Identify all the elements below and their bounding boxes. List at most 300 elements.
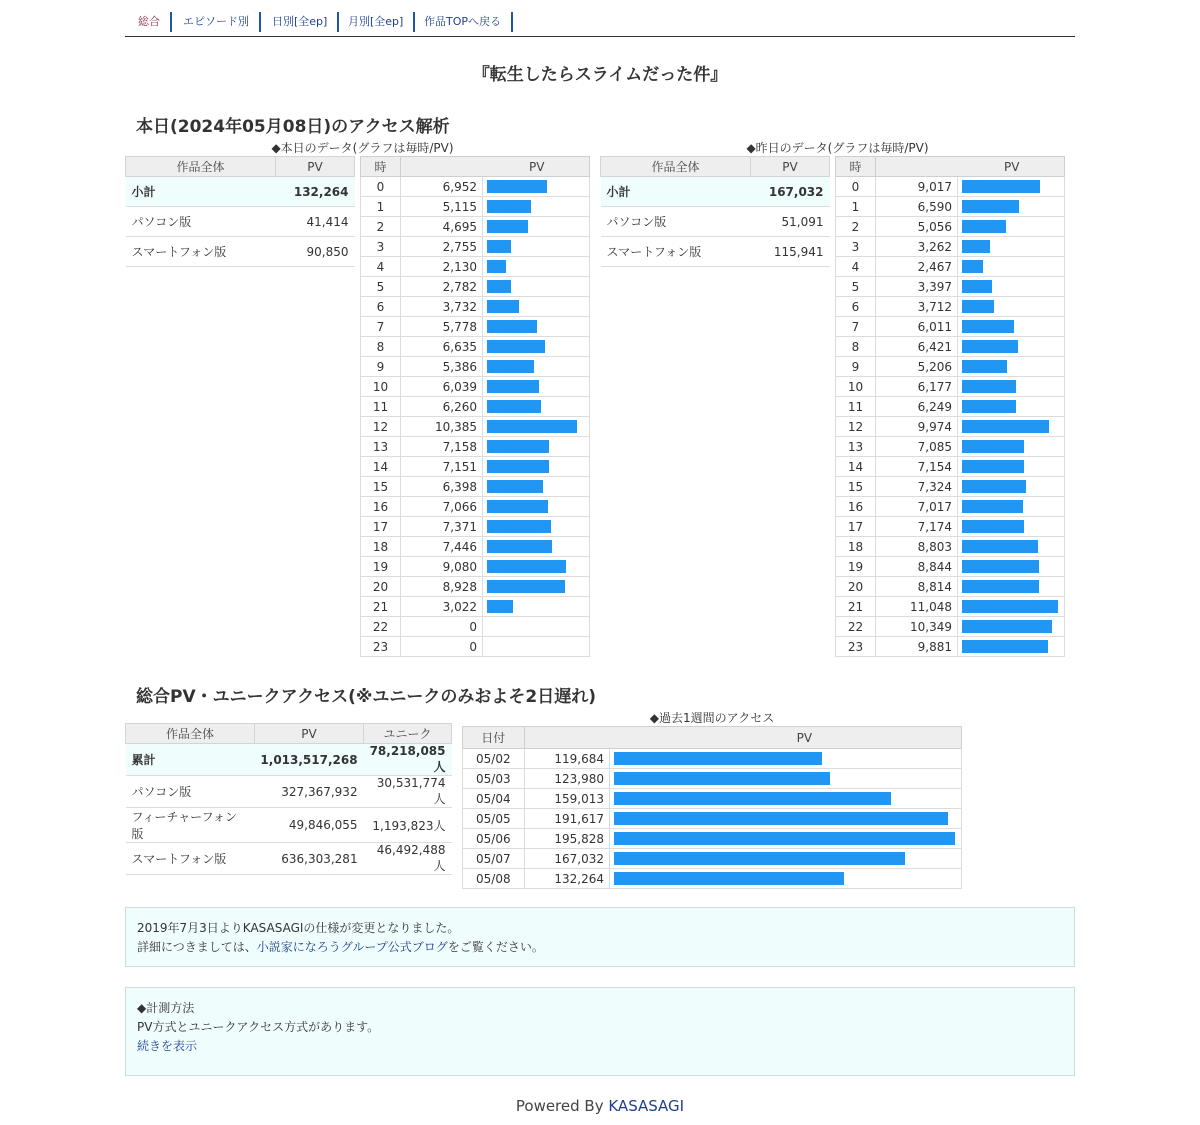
hour-pv: 6,398 [401, 477, 483, 497]
hour-label: 5 [836, 277, 876, 297]
hour-bar-cell [958, 637, 1065, 657]
hour-pv: 8,803 [876, 537, 958, 557]
hour-bar-cell [958, 457, 1065, 477]
week-bar [614, 772, 830, 785]
hour-bar-cell [483, 217, 590, 237]
hour-label: 0 [361, 177, 401, 197]
hour-bar-cell [958, 397, 1065, 417]
hour-row [836, 317, 1065, 337]
hour-pv: 8,928 [401, 577, 483, 597]
hour-row [361, 297, 590, 317]
kasasagi-link[interactable]: KASASAGI [608, 1097, 685, 1115]
hour-label: 13 [361, 437, 401, 457]
week-caption: ◆過去1週間のアクセス [649, 711, 775, 725]
official-blog-link[interactable]: 小説家になろうグループ公式ブログ [256, 940, 448, 954]
hour-bar [487, 400, 541, 413]
col-header: PV [254, 724, 363, 744]
week-bar [614, 812, 948, 825]
hour-bar [962, 360, 1007, 373]
hour-row [836, 557, 1065, 577]
week-pv: 132,264 [524, 869, 609, 889]
novel-title: 『転生したらスライムだった件』 [472, 65, 728, 85]
hour-bar [962, 480, 1026, 493]
row-pv: 636,303,281 [254, 843, 363, 875]
week-row [463, 809, 962, 829]
hour-pv: 7,066 [401, 497, 483, 517]
hour-pv: 2,467 [876, 257, 958, 277]
notice-line: PV方式とユニークアクセス方式があります。 [137, 1020, 380, 1034]
hour-label: 16 [361, 497, 401, 517]
hour-bar-cell [483, 457, 590, 477]
hour-label: 10 [836, 377, 876, 397]
hour-label: 5 [361, 277, 401, 297]
today-summary-table [125, 156, 355, 267]
hour-pv: 7,324 [876, 477, 958, 497]
week-bar-cell [610, 869, 962, 889]
hour-bar-cell [958, 417, 1065, 437]
hour-pv: 9,080 [401, 557, 483, 577]
hour-row [361, 357, 590, 377]
col-header: ユニーク [364, 724, 452, 744]
hour-bar [962, 380, 1016, 393]
hour-pv: 6,590 [876, 197, 958, 217]
week-bar-cell [610, 849, 962, 869]
row-value: 132,264 [276, 177, 355, 207]
summary-row [126, 177, 355, 207]
week-pv: 167,032 [524, 849, 609, 869]
row-value: 167,032 [751, 177, 830, 207]
hour-label: 20 [361, 577, 401, 597]
row-label: 小計 [601, 177, 751, 207]
row-unique: 78,218,085人 [364, 744, 452, 776]
hour-row [361, 277, 590, 297]
hour-row [361, 217, 590, 237]
show-more-link[interactable]: 続きを表示 [137, 1039, 198, 1053]
hour-bar [962, 440, 1024, 453]
total-row [126, 776, 452, 808]
hour-bar-cell [483, 617, 590, 637]
hour-bar [487, 340, 545, 353]
hour-row [361, 597, 590, 617]
hour-row [836, 637, 1065, 657]
hour-row [361, 197, 590, 217]
row-label: 累計 [126, 744, 255, 776]
hour-bar [487, 420, 577, 433]
hour-bar-cell [958, 617, 1065, 637]
hour-bar-cell [483, 397, 590, 417]
hour-row [836, 237, 1065, 257]
hour-bar-cell [483, 317, 590, 337]
hour-label: 11 [836, 397, 876, 417]
hour-row [836, 497, 1065, 517]
hour-row [836, 217, 1065, 237]
hour-bar [487, 460, 549, 473]
hour-bar [962, 600, 1058, 613]
hour-bar-cell [483, 497, 590, 517]
notice-text: 詳細につきましては、 [137, 940, 257, 954]
hour-bar-cell [483, 237, 590, 257]
hour-row [361, 177, 590, 197]
hour-pv: 2,755 [401, 237, 483, 257]
hour-pv: 9,974 [876, 417, 958, 437]
col-header: PV [876, 157, 1065, 177]
hour-pv: 5,206 [876, 357, 958, 377]
hour-pv: 10,385 [401, 417, 483, 437]
hour-pv: 7,151 [401, 457, 483, 477]
hour-bar-cell [958, 557, 1065, 577]
hour-bar-cell [958, 297, 1065, 317]
heading-today: 本日(2024年05月08日)のアクセス解析 [136, 117, 450, 137]
hour-bar-cell [483, 637, 590, 657]
hour-label: 2 [836, 217, 876, 237]
hour-bar-cell [958, 437, 1065, 457]
hour-bar-cell [958, 237, 1065, 257]
hour-label: 3 [836, 237, 876, 257]
hour-row [361, 497, 590, 517]
hour-pv: 0 [401, 617, 483, 637]
hour-label: 9 [836, 357, 876, 377]
week-row [463, 749, 962, 769]
hour-row [361, 557, 590, 577]
hour-pv: 6,249 [876, 397, 958, 417]
hour-row [836, 397, 1065, 417]
hour-pv: 8,844 [876, 557, 958, 577]
hour-bar-cell [958, 257, 1065, 277]
notice-line [137, 938, 1063, 957]
week-pv: 195,828 [524, 829, 609, 849]
hour-bar [487, 520, 551, 533]
week-pv: 159,013 [524, 789, 609, 809]
week-pv: 123,980 [524, 769, 609, 789]
hour-label: 4 [836, 257, 876, 277]
hour-label: 18 [836, 537, 876, 557]
hour-pv: 3,397 [876, 277, 958, 297]
hour-label: 21 [361, 597, 401, 617]
hour-row [361, 477, 590, 497]
hour-pv: 9,017 [876, 177, 958, 197]
row-pv: 327,367,932 [254, 776, 363, 808]
row-value: 115,941 [751, 237, 830, 267]
notice-text: をご覧ください。 [447, 940, 544, 954]
hour-pv: 7,017 [876, 497, 958, 517]
hour-row [836, 377, 1065, 397]
hour-bar [487, 580, 565, 593]
week-bar-cell [610, 769, 962, 789]
hour-row [836, 457, 1065, 477]
hour-bar-cell [958, 517, 1065, 537]
col-header: PV [401, 157, 590, 177]
hour-bar-cell [483, 537, 590, 557]
hour-bar [962, 560, 1039, 573]
hour-bar-cell [958, 337, 1065, 357]
week-date: 05/05 [463, 809, 525, 829]
summary-row [126, 237, 355, 267]
hour-pv: 3,022 [401, 597, 483, 617]
hour-bar-cell [483, 597, 590, 617]
hour-pv: 10,349 [876, 617, 958, 637]
hour-pv: 4,695 [401, 217, 483, 237]
hour-label: 22 [836, 617, 876, 637]
hour-bar-cell [958, 577, 1065, 597]
hour-row [836, 257, 1065, 277]
hour-bar-cell [483, 337, 590, 357]
hour-pv: 9,881 [876, 637, 958, 657]
hour-row [836, 357, 1065, 377]
hour-row [361, 377, 590, 397]
hour-bar-cell [483, 297, 590, 317]
hour-bar-cell [958, 277, 1065, 297]
week-pv: 119,684 [524, 749, 609, 769]
hour-bar [487, 280, 511, 293]
total-row [126, 808, 452, 843]
row-label: パソコン版 [601, 207, 751, 237]
week-bar-cell [610, 749, 962, 769]
hour-bar-cell [483, 437, 590, 457]
hour-pv: 7,446 [401, 537, 483, 557]
hour-pv: 0 [401, 637, 483, 657]
nav-work-top[interactable]: 作品TOPへ戻る [424, 12, 513, 32]
hour-bar [487, 200, 531, 213]
total-row [126, 843, 452, 875]
col-header: 日付 [463, 727, 525, 749]
hour-bar [487, 260, 506, 273]
hour-bar [962, 400, 1016, 413]
row-label: スマートフォン版 [126, 843, 255, 875]
hour-bar-cell [483, 197, 590, 217]
hour-pv: 2,782 [401, 277, 483, 297]
hour-bar [962, 500, 1023, 513]
hour-bar [962, 520, 1024, 533]
col-header: 作品全体 [601, 157, 751, 177]
hour-bar [962, 540, 1038, 553]
hour-bar [487, 560, 566, 573]
hour-bar-cell [483, 477, 590, 497]
row-label: パソコン版 [126, 207, 276, 237]
hour-pv: 7,174 [876, 517, 958, 537]
hour-bar-cell [483, 357, 590, 377]
measurement-notice [125, 987, 1075, 1076]
week-bar-cell [610, 829, 962, 849]
hour-pv: 6,260 [401, 397, 483, 417]
hour-bar [962, 200, 1019, 213]
hour-label: 12 [361, 417, 401, 437]
hour-pv: 8,814 [876, 577, 958, 597]
hour-row [836, 477, 1065, 497]
hour-label: 9 [361, 357, 401, 377]
row-unique: 1,193,823人 [364, 808, 452, 843]
hour-row [836, 417, 1065, 437]
hour-bar [487, 320, 537, 333]
row-value: 51,091 [751, 207, 830, 237]
hour-label: 13 [836, 437, 876, 457]
hour-label: 19 [361, 557, 401, 577]
summary-row [601, 177, 830, 207]
hour-bar-cell [483, 257, 590, 277]
col-header: PV [751, 157, 830, 177]
hour-bar [962, 580, 1039, 593]
col-header: 作品全体 [126, 157, 276, 177]
hour-label: 19 [836, 557, 876, 577]
hour-row [836, 437, 1065, 457]
hour-label: 2 [361, 217, 401, 237]
hour-pv: 5,386 [401, 357, 483, 377]
week-date: 05/07 [463, 849, 525, 869]
hour-bar-cell [958, 317, 1065, 337]
hour-row [836, 337, 1065, 357]
hour-bar [487, 220, 528, 233]
hour-label: 17 [836, 517, 876, 537]
row-pv: 49,846,055 [254, 808, 363, 843]
hour-row [361, 577, 590, 597]
hour-bar-cell [958, 377, 1065, 397]
hour-pv: 6,952 [401, 177, 483, 197]
hour-pv: 6,039 [401, 377, 483, 397]
hour-row [361, 317, 590, 337]
hour-row [836, 517, 1065, 537]
hour-bar [487, 380, 539, 393]
notice-title: ◆計測方法 [137, 1001, 195, 1015]
hour-bar [487, 360, 534, 373]
hour-bar-cell [958, 597, 1065, 617]
week-bar [614, 752, 822, 765]
hour-row [836, 277, 1065, 297]
hour-pv: 2,130 [401, 257, 483, 277]
hour-row [361, 417, 590, 437]
hour-bar [962, 240, 990, 253]
nav-monthly[interactable]: 月別[全ep] [348, 12, 415, 32]
week-bar [614, 792, 891, 805]
week-row [463, 769, 962, 789]
hour-label: 6 [836, 297, 876, 317]
footer [0, 1097, 1200, 1115]
hour-label: 6 [361, 297, 401, 317]
hour-bar-cell [958, 477, 1065, 497]
col-header: 時 [836, 157, 876, 177]
hour-bar [487, 500, 548, 513]
hour-label: 15 [361, 477, 401, 497]
hour-row [836, 197, 1065, 217]
week-row [463, 849, 962, 869]
hour-label: 12 [836, 417, 876, 437]
hour-bar [962, 460, 1024, 473]
hour-bar [487, 480, 543, 493]
hour-label: 21 [836, 597, 876, 617]
hour-bar-cell [958, 537, 1065, 557]
hour-bar-cell [958, 177, 1065, 197]
hour-pv: 3,732 [401, 297, 483, 317]
hour-bar [962, 420, 1049, 433]
hour-row [361, 237, 590, 257]
hour-bar-cell [483, 517, 590, 537]
row-unique: 46,492,488人 [364, 843, 452, 875]
col-header: 時 [361, 157, 401, 177]
hour-pv: 6,011 [876, 317, 958, 337]
summary-row [126, 207, 355, 237]
row-unique: 30,531,774人 [364, 776, 452, 808]
nav-episode[interactable]: エピソード別 [183, 12, 261, 32]
hour-row [361, 637, 590, 657]
hour-bar [487, 600, 513, 613]
week-row [463, 869, 962, 889]
hour-bar [962, 300, 994, 313]
top-nav [125, 10, 1075, 37]
week-date: 05/06 [463, 829, 525, 849]
hour-label: 11 [361, 397, 401, 417]
hour-pv: 7,158 [401, 437, 483, 457]
total-table [125, 723, 452, 875]
heading-total: 総合PV・ユニークアクセス(※ユニークのみおよそ2日遅れ) [136, 687, 596, 707]
week-date: 05/04 [463, 789, 525, 809]
col-header: 作品全体 [126, 724, 255, 744]
hour-bar [962, 620, 1052, 633]
hour-row [361, 617, 590, 637]
hour-bar-cell [958, 217, 1065, 237]
hour-label: 4 [361, 257, 401, 277]
hour-bar-cell [958, 197, 1065, 217]
week-pv: 191,617 [524, 809, 609, 829]
hour-bar-cell [958, 497, 1065, 517]
row-value: 41,414 [276, 207, 355, 237]
hour-label: 15 [836, 477, 876, 497]
week-bar [614, 872, 844, 885]
week-bar [614, 852, 905, 865]
hour-bar-cell [483, 277, 590, 297]
hour-bar-cell [483, 577, 590, 597]
total-row [126, 744, 452, 776]
summary-row [601, 237, 830, 267]
hour-row [836, 177, 1065, 197]
row-pv: 1,013,517,268 [254, 744, 363, 776]
nav-daily[interactable]: 日別[全ep] [272, 12, 339, 32]
hour-row [836, 297, 1065, 317]
hour-row [361, 457, 590, 477]
hour-label: 1 [361, 197, 401, 217]
hour-pv: 6,635 [401, 337, 483, 357]
hour-label: 7 [361, 317, 401, 337]
footer-text: Powered By [515, 1097, 609, 1115]
hour-pv: 7,371 [401, 517, 483, 537]
hour-label: 0 [836, 177, 876, 197]
hour-row [836, 577, 1065, 597]
row-label: スマートフォン版 [126, 237, 276, 267]
hour-label: 23 [836, 637, 876, 657]
hour-pv: 5,115 [401, 197, 483, 217]
hour-row [361, 397, 590, 417]
week-row [463, 789, 962, 809]
hour-bar [962, 320, 1014, 333]
spec-change-notice [125, 907, 1075, 967]
hour-row [361, 257, 590, 277]
row-label: フィーチャーフォン版 [126, 808, 255, 843]
hour-bar [962, 220, 1006, 233]
hour-bar [487, 300, 519, 313]
row-label: スマートフォン版 [601, 237, 751, 267]
week-date: 05/02 [463, 749, 525, 769]
hour-label: 17 [361, 517, 401, 537]
yesterday-summary-table [600, 156, 830, 267]
hour-bar [962, 280, 992, 293]
hour-bar [487, 440, 549, 453]
hour-label: 7 [836, 317, 876, 337]
hour-bar [487, 180, 547, 193]
yesterday-caption: ◆昨日のデータ(グラフは毎時/PV) [746, 141, 929, 155]
nav-overall[interactable]: 総合 [138, 12, 172, 32]
hour-pv: 3,262 [876, 237, 958, 257]
hour-row [361, 517, 590, 537]
hour-label: 16 [836, 497, 876, 517]
hour-bar-cell [958, 357, 1065, 377]
summary-row [601, 207, 830, 237]
